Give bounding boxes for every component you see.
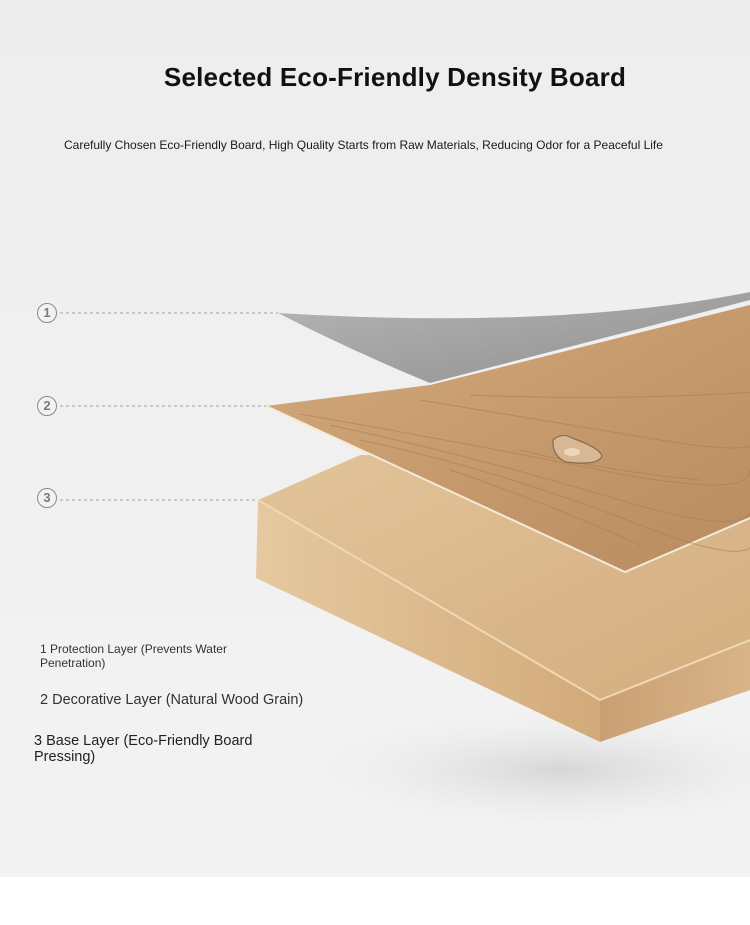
- page-footer-space: [0, 877, 750, 925]
- legend-protection-layer: 1 Protection Layer (Prevents Water Penetration): [40, 642, 227, 670]
- marker-1: 1: [37, 303, 57, 323]
- marker-2: 2: [37, 396, 57, 416]
- marker-3: 3: [37, 488, 57, 508]
- page-title: Selected Eco-Friendly Density Board: [163, 62, 627, 92]
- legend-decorative-layer: 2 Decorative Layer (Natural Wood Grain): [40, 692, 304, 708]
- legend-base-layer: 3 Base Layer (Eco-Friendly Board Pressing): [34, 733, 253, 765]
- board-shadow: [300, 710, 750, 830]
- page-subtitle: Carefully Chosen Eco-Friendly Board, High Quality Starts from Raw Materials, Reducing Odor for a Peaceful Life: [64, 138, 663, 152]
